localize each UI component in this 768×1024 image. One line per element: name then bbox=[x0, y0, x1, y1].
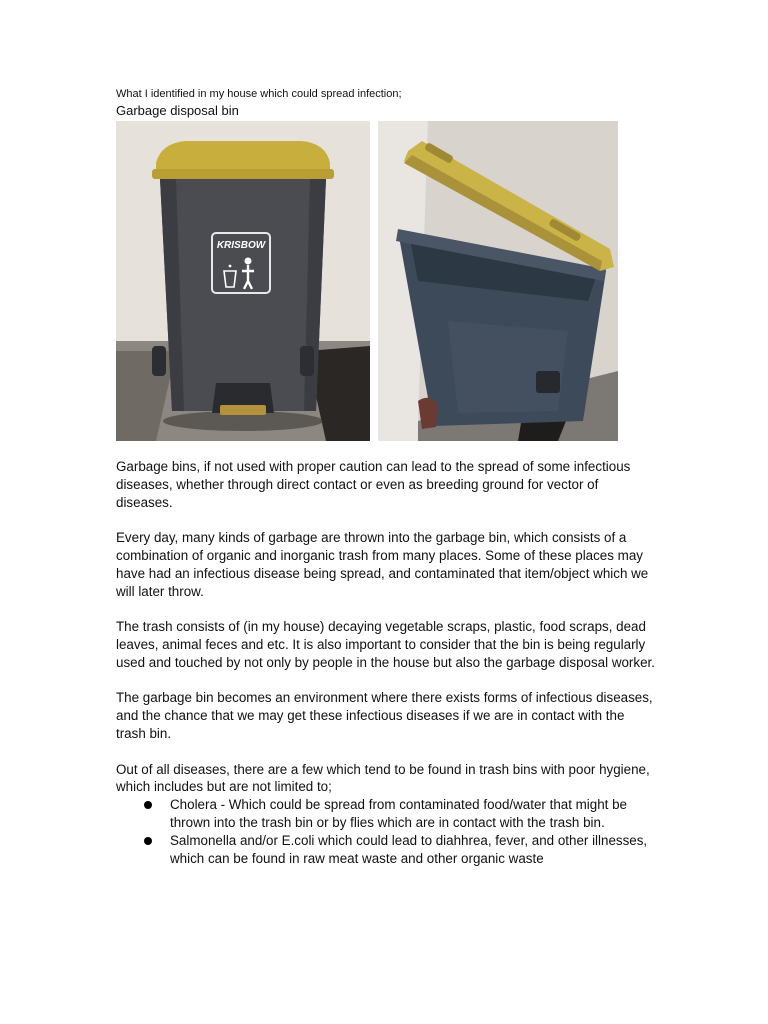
document-header bbox=[116, 86, 656, 443]
paragraph: Out of all diseases, there are a few which tend to be found in trash bins with poor hygiene, which includes but are not limited to; bbox=[116, 761, 650, 795]
paragraph: The trash consists of (in my house) decaying vegetable scraps, plastic, food scraps, dead leaves, animal feces and etc. It is also important to consider that the bin is being regularly used and touched by not only by people in the house but also the garbage disposal worker. bbox=[116, 619, 655, 670]
closed-bin-illustration bbox=[116, 121, 370, 441]
body-text bbox=[116, 458, 656, 867]
paragraph: Garbage bins, if not used with proper caution can lead to the spread of some infectious diseases, whether through direct contact or even as breeding ground for vector of diseases. bbox=[116, 459, 631, 510]
bullet-icon bbox=[144, 837, 152, 845]
list-item bbox=[144, 832, 656, 868]
intro-line: What I identified in my house which could spread infection; bbox=[116, 88, 402, 100]
bullet-icon bbox=[144, 801, 152, 809]
paragraph: Every day, many kinds of garbage are thrown into the garbage bin, which consists of a combination of organic and inorganic trash from many places. Some of these places may have had an infectious disease being spread, and contaminated that item/object which we will later throw. bbox=[116, 530, 649, 599]
list-item-text: Cholera - Which could be spread from contaminated food/water that might be thrown into the trash bin or by flies which are in contact with the trash bin. bbox=[170, 797, 628, 830]
open-bin-photo bbox=[378, 121, 618, 441]
section-subtitle: Garbage disposal bin bbox=[116, 103, 239, 118]
list-item-text: Salmonella and/or E.coli which could lead to diahhrea, fever, and other illnesses, which can be found in raw meat waste and other organic waste bbox=[170, 832, 648, 866]
closed-bin-photo bbox=[116, 121, 370, 441]
bin-logo-text: KRISBOW bbox=[216, 240, 266, 251]
paragraph: The garbage bin becomes an environment where there exists forms of infectious diseases, and the chance that we may get these infectious diseases if we are in contact with the trash bin. bbox=[116, 690, 653, 741]
list-item bbox=[144, 796, 656, 832]
photo-row bbox=[116, 121, 656, 443]
disease-list bbox=[116, 796, 656, 867]
open-bin-illustration bbox=[378, 121, 618, 441]
